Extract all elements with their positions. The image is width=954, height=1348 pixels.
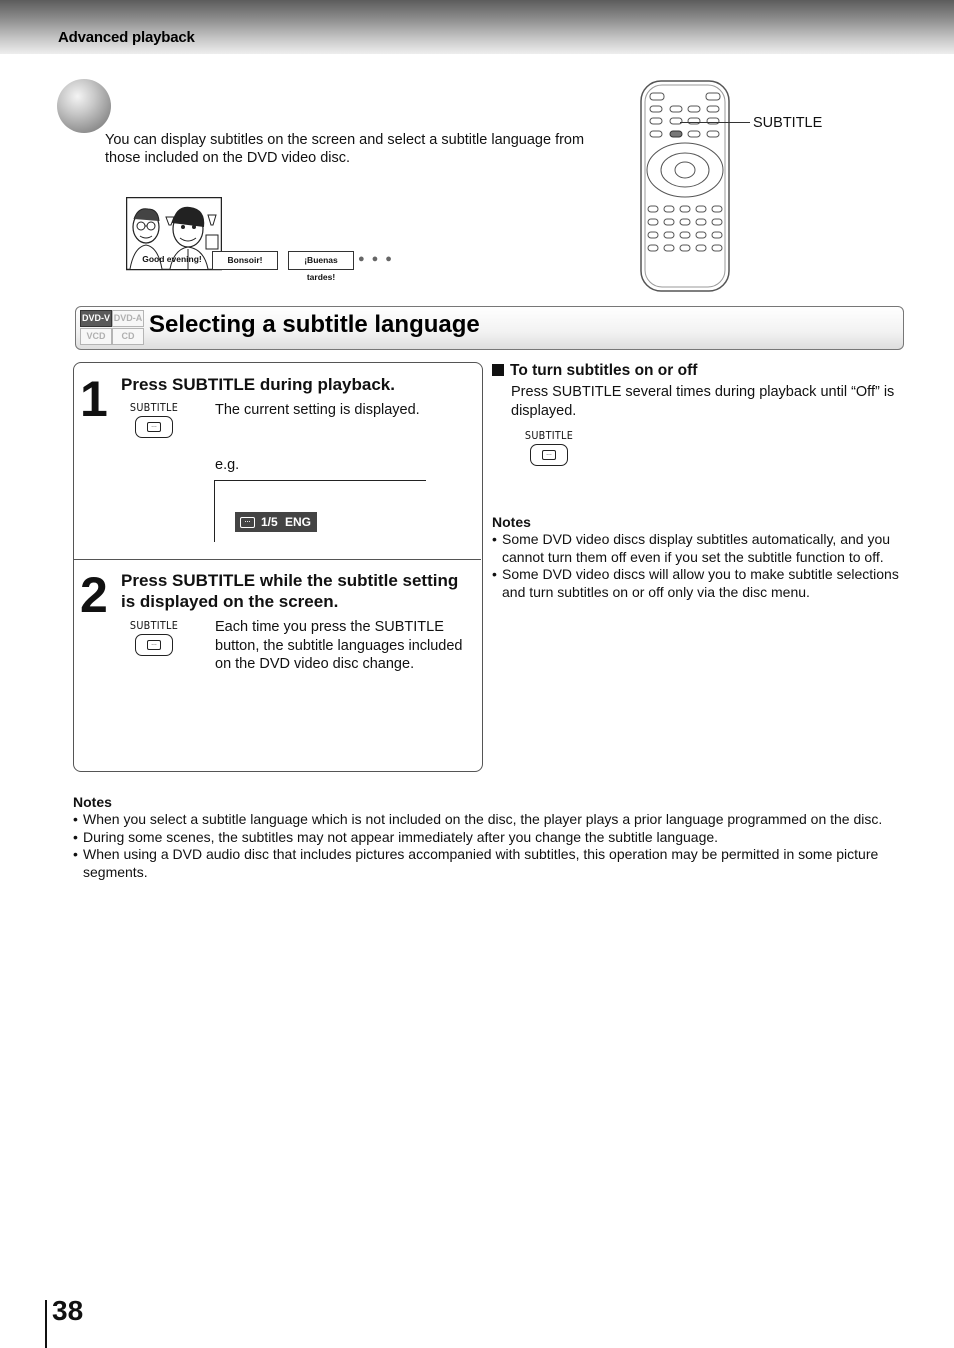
remote-control-icon: [638, 79, 734, 293]
step-1-number: 1: [80, 371, 108, 427]
subtitle-icon: …: [147, 640, 161, 650]
osd-frame-top: [214, 480, 426, 481]
bottom-notes-title: Notes: [73, 794, 112, 810]
subtitle-button-label: SUBTITLE: [129, 402, 179, 414]
turn-on-off-text: Press SUBTITLE several times during playback until “Off” is displayed.: [511, 384, 895, 419]
badge-vcd: VCD: [80, 328, 112, 345]
subtitle-button-label: SUBTITLE: [524, 430, 574, 442]
step-1-subtitle-button: [127, 402, 181, 438]
turn-on-off-subtitle-button: [522, 430, 576, 466]
page-number: 38: [52, 1295, 84, 1326]
section-title: Selecting a subtitle language: [149, 311, 480, 338]
badge-cd: CD: [112, 328, 144, 345]
section-header-label: Advanced playback: [58, 29, 195, 46]
subtitle-balloon-spanish: ¡Buenas tardes!: [288, 251, 354, 270]
turn-on-off-heading: [492, 362, 697, 380]
square-bullet-icon: [492, 364, 504, 376]
right-notes-list: [492, 531, 902, 601]
ellipsis-dots: ●●●: [358, 253, 399, 265]
subtitle-illustration: [126, 197, 338, 282]
badge-dvd-audio: DVD-A: [112, 310, 144, 327]
remote-subtitle-callout: SUBTITLE: [753, 115, 823, 131]
subtitle-osd-icon: …: [240, 517, 255, 528]
right-note-item: • Some DVD video discs display subtitles automatically, and you cannot turn them off even if you set the subtitle function to off.: [492, 531, 902, 566]
step-1-eg-label: e.g.: [215, 457, 240, 473]
right-notes-title: Notes: [492, 514, 531, 530]
decorative-sphere: [57, 79, 111, 133]
subtitle-key-icon: [135, 416, 173, 438]
subtitle-balloon-french: Bonsoir!: [212, 251, 278, 270]
right-note-item: • Some DVD video discs will allow you to make subtitle selections and turn subtitles on or off only via the disc menu.: [492, 566, 902, 601]
bottom-note-item: • During some scenes, the subtitles may not appear immediately after you change the subtitle language.: [73, 829, 903, 847]
intro-text: You can display subtitles on the screen and select a subtitle language from those included on the DVD video disc.: [105, 132, 585, 166]
step-divider: [74, 559, 481, 560]
bottom-notes-list: [73, 811, 903, 881]
badge-dvd-video: DVD-V: [80, 310, 112, 327]
step-2-subtitle-button: [127, 620, 181, 656]
subtitle-icon: …: [147, 422, 161, 432]
turn-on-off-heading-text: To turn subtitles on or off: [510, 362, 698, 379]
bottom-note-item: • When you select a subtitle language which is not included on the disc, the player plays a prior language programmed on the disc.: [73, 811, 903, 829]
subtitle-key-icon: [135, 634, 173, 656]
subtitle-icon: …: [542, 450, 556, 460]
step-2-number: 2: [80, 567, 108, 623]
osd-frame-left: [214, 480, 215, 542]
page-number-rule: [45, 1300, 47, 1348]
callout-line: [680, 122, 750, 123]
bottom-note-item: • When using a DVD audio disc that includes pictures accompanied with subtitles, this operation may be permitted in some picture segments.: [73, 846, 903, 881]
step-2-title: Press SUBTITLE while the subtitle setting is displayed on the screen.: [121, 571, 459, 611]
subtitle-button-label: SUBTITLE: [129, 620, 179, 632]
remote-control-illustration: [638, 79, 734, 298]
subtitle-osd-display: [235, 512, 317, 532]
subtitle-balloon-english: Good evening!: [142, 254, 202, 264]
subtitle-osd-text: 1/5 ENG: [261, 515, 312, 529]
step-2-text: Each time you press the SUBTITLE button, the subtitle languages included on the DVD video disc change.: [215, 619, 463, 672]
step-1-title: Press SUBTITLE during playback.: [121, 375, 395, 394]
step-1-text: The current setting is displayed.: [215, 402, 420, 418]
subtitle-key-icon: [530, 444, 568, 466]
